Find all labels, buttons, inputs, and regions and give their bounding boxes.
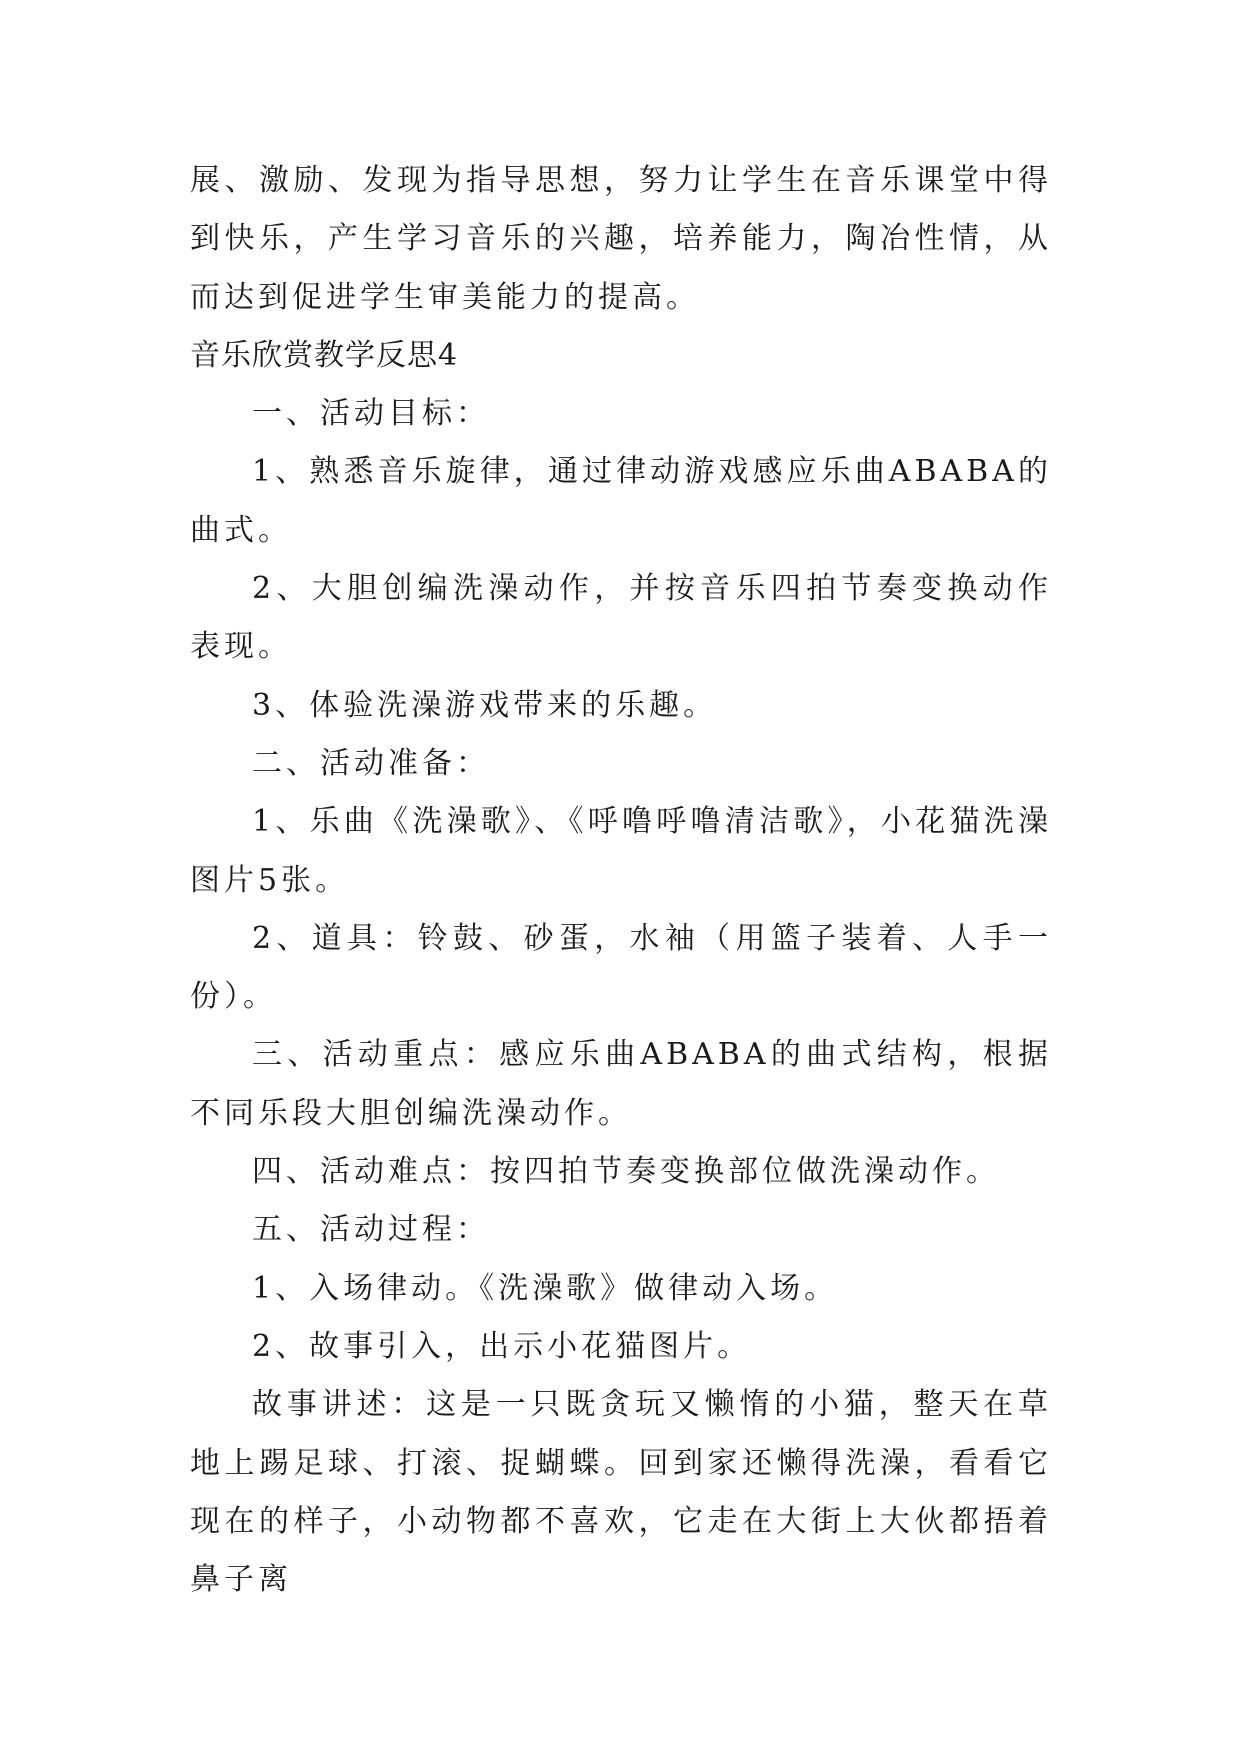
process-item-2: 2、故事引入，出示小花猫图片。 <box>252 1328 752 1364</box>
heading-activity-focus: 三、活动重点：感应乐曲ABABA的曲式结构，根据不同乐段大胆创编洗澡动作。 <box>190 1037 1052 1131</box>
preparation-item-1: 1、乐曲《洗澡歌》、《呼噜呼噜清洁歌》，小花猫洗澡图片5张。 <box>190 804 1052 898</box>
goal-item-1: 1、熟悉音乐旋律，通过律动游戏感应乐曲ABABA的曲式。 <box>190 454 1052 548</box>
preparation-item-2: 2、道具：铃鼓、砂蛋，水袖（用篮子装着、人手一份）。 <box>190 920 1052 1015</box>
heading-activity-goals: 一、活动目标： <box>252 396 490 432</box>
section-title: 音乐欣赏教学反思4 <box>190 337 459 373</box>
heading-activity-preparation: 二、活动准备： <box>252 745 490 781</box>
process-item-1: 1、入场律动。《洗澡歌》做律动入场。 <box>252 1270 839 1306</box>
document-body <box>190 152 1052 1609</box>
story-paragraph: 故事讲述：这是一只既贪玩又懒惰的小猫，整天在草地上踢足球、打滚、捉蝴蝶。回到家还懒得洗澡，看看它现在的样子，小动物都不喜欢，它走在大街上大伙都捂着鼻子离 <box>190 1387 1052 1598</box>
heading-activity-process: 五、活动过程： <box>252 1212 490 1248</box>
goal-item-2: 2、大胆创编洗澡动作，并按音乐四拍节奏变换动作表现。 <box>190 571 1052 665</box>
goal-item-3: 3、体验洗澡游戏带来的乐趣。 <box>252 687 718 723</box>
heading-activity-difficulty: 四、活动难点：按四拍节奏变换部位做洗澡动作。 <box>252 1154 1000 1190</box>
paragraph-continuation: 展、激励、发现为指导思想，努力让学生在音乐课堂中得到快乐，产生学习音乐的兴趣，培养能力，陶冶性情，从而达到促进学生审美能力的提高。 <box>190 163 1052 315</box>
